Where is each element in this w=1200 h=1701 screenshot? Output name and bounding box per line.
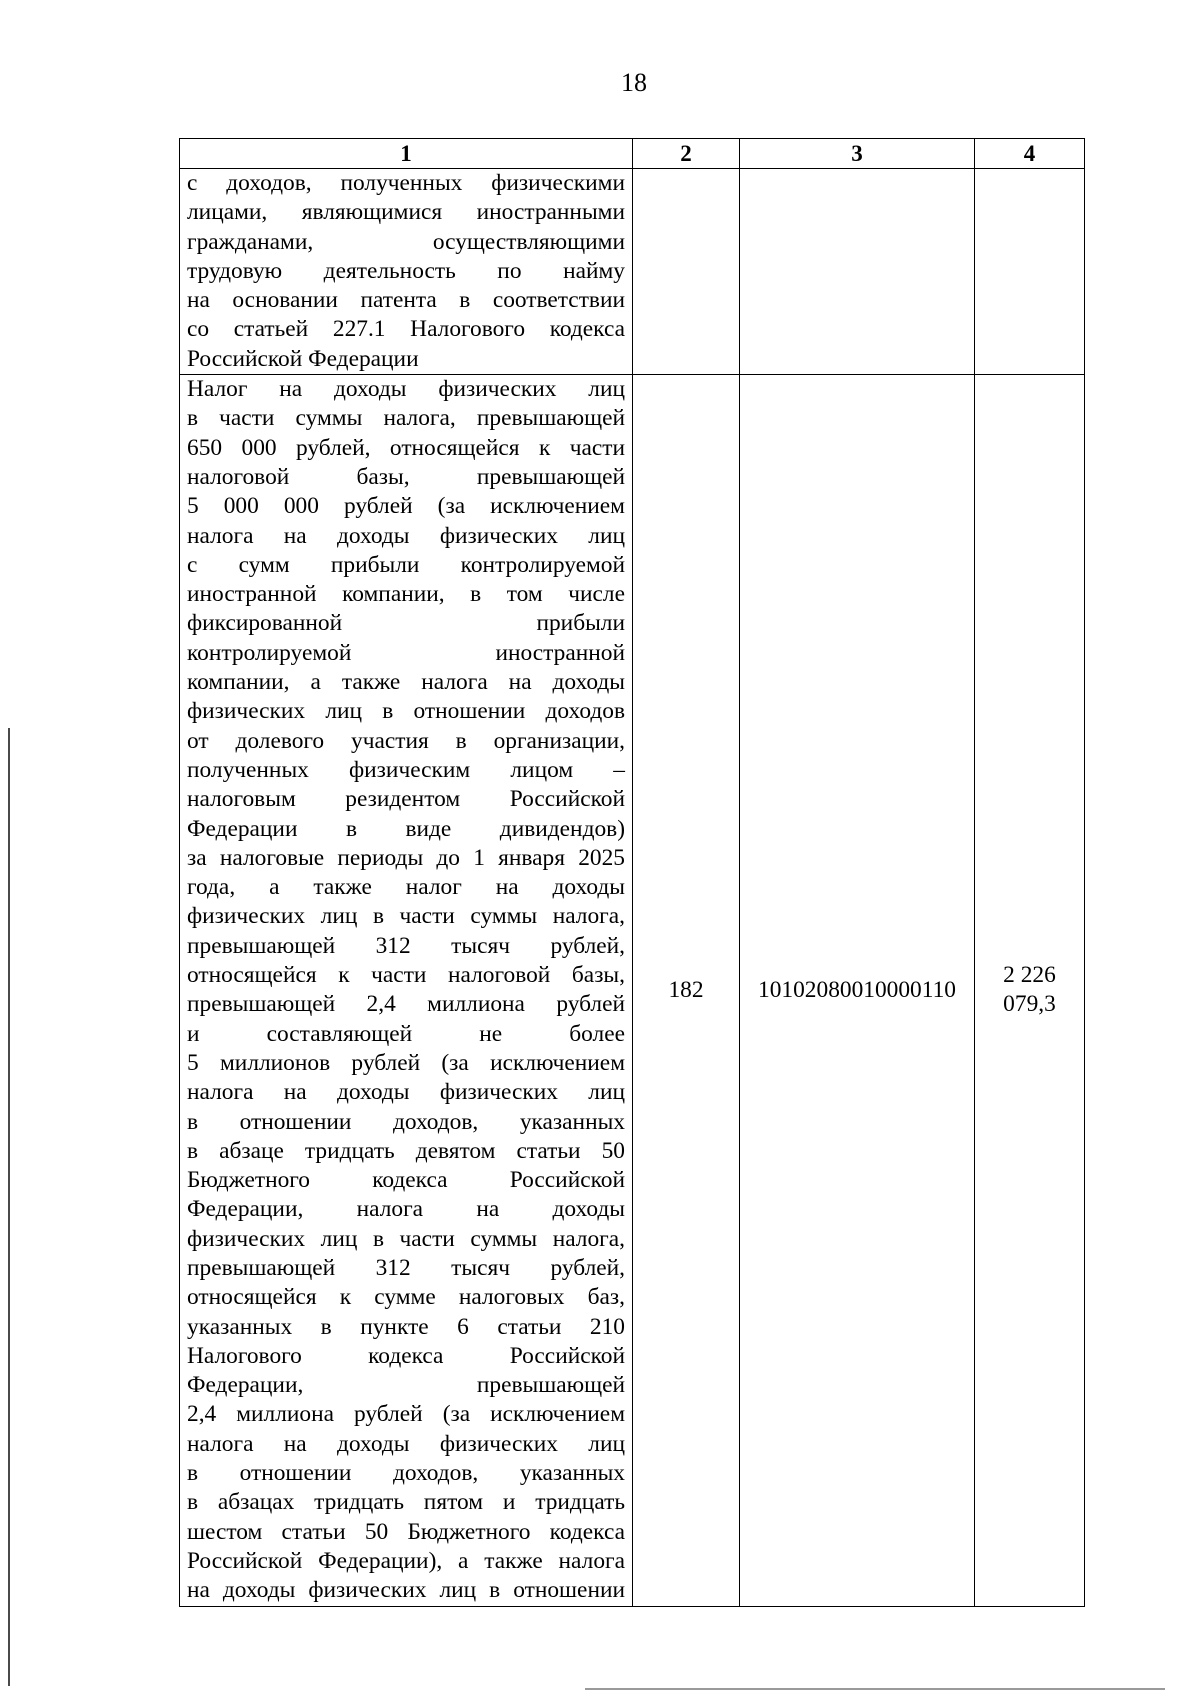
column-header-3: 3 — [740, 139, 975, 169]
row2-line: Федерации, превышающей — [187, 1372, 625, 1399]
row2-line: за налоговые периоды до 1 января 2025 — [187, 844, 625, 871]
row2-line: превышающей 2,4 миллиона рублей — [187, 991, 625, 1018]
row2-line: физических лиц в отношении доходов — [187, 698, 625, 725]
row2-line: Налог на доходы физических лиц — [187, 376, 625, 403]
row2-line: превышающей 312 тысяч рублей, — [187, 1254, 625, 1281]
row2-line: указанных в пункте 6 статьи 210 — [187, 1313, 625, 1340]
row2-description — [180, 375, 633, 1606]
row2-line: налога на доходы физических лиц — [187, 1430, 625, 1457]
row2-line: шестом статьи 50 Бюджетного кодекса — [187, 1518, 625, 1545]
row2-line: относящейся к сумме налоговых баз, — [187, 1284, 625, 1311]
row1-description — [180, 169, 633, 375]
row2-line: от долевого участия в организации, — [187, 727, 625, 754]
row2-line: Бюджетного кодекса Российской — [187, 1167, 625, 1194]
row2-line: на доходы физических лиц в отношении — [187, 1577, 625, 1604]
row2-line: 5 миллионов рублей (за исключением — [187, 1049, 625, 1076]
row2-line: и составляющей не более — [187, 1020, 625, 1047]
row2-line: 2,4 миллиона рублей (за исключением — [187, 1401, 625, 1428]
row2-line: налога на доходы физических лиц — [187, 1079, 625, 1106]
row2-line: компании, а также налога на доходы — [187, 669, 625, 696]
row2-line: в абзаце тридцать девятом статьи 50 — [187, 1137, 625, 1164]
row2-line: с сумм прибыли контролируемой — [187, 551, 625, 578]
row2-line: фиксированной прибыли — [187, 610, 625, 637]
row2-kbk-code: 10102080010000110 — [740, 375, 975, 1606]
scan-left-edge-line — [8, 728, 10, 1686]
row2-line: налоговой базы, превышающей — [187, 463, 625, 490]
table-header-row — [180, 139, 1085, 169]
row2-line: в отношении доходов, указанных — [187, 1460, 625, 1487]
row1-line: трудовую деятельность по найму — [187, 257, 625, 284]
row2-line: контролируемой иностранной — [187, 639, 625, 666]
page-number: 18 — [621, 68, 647, 97]
row2-line: превышающей 312 тысяч рублей, — [187, 932, 625, 959]
row1-line: гражданами, осуществляющими — [187, 228, 625, 255]
row1-amount — [975, 169, 1085, 375]
row2-line: физических лиц в части суммы налога, — [187, 903, 625, 930]
row2-amount: 2 226 079,3 — [975, 375, 1085, 1606]
row2-line: в отношении доходов, указанных — [187, 1108, 625, 1135]
row1-line: со статьей 227.1 Налогового кодекса — [187, 316, 625, 343]
column-header-4: 4 — [975, 139, 1085, 169]
table-row — [180, 375, 1085, 1606]
table-row — [180, 169, 1085, 375]
row2-line: Федерации, налога на доходы — [187, 1196, 625, 1223]
row2-line: Налогового кодекса Российской — [187, 1342, 625, 1369]
row2-line: 650 000 рублей, относящейся к части — [187, 434, 625, 461]
row2-line: полученных физическим лицом – — [187, 756, 625, 783]
row2-line: в абзацах тридцать пятом и тридцать — [187, 1489, 625, 1516]
row1-line: Российской Федерации — [187, 345, 419, 372]
column-header-2: 2 — [633, 139, 740, 169]
row2-line: относящейся к части налоговой базы, — [187, 962, 625, 989]
row1-line: с доходов, полученных физическими — [187, 170, 625, 196]
row2-line: физических лиц в части суммы налога, — [187, 1225, 625, 1252]
row1-line: на основании патента в соответствии — [187, 287, 625, 314]
row1-admin-code — [633, 169, 740, 375]
row2-line: Российской Федерации), а также налога — [187, 1547, 625, 1574]
row2-line: Федерации в виде дивидендов) — [187, 815, 625, 842]
row2-line: в части суммы налога, превышающей — [187, 405, 625, 432]
scan-bottom-edge-line — [585, 1688, 1165, 1690]
row2-admin-code: 182 — [633, 375, 740, 1606]
row1-kbk-code — [740, 169, 975, 375]
row2-line: года, а также налог на доходы — [187, 874, 625, 901]
row2-line: налога на доходы физических лиц — [187, 522, 625, 549]
column-header-1: 1 — [180, 139, 633, 169]
row2-line: иностранной компании, в том числе — [187, 581, 625, 608]
budget-revenue-table — [179, 138, 1085, 1607]
row2-line: налоговым резидентом Российской — [187, 786, 625, 813]
row2-line: 5 000 000 рублей (за исключением — [187, 493, 625, 520]
row1-line: лицами, являющимися иностранными — [187, 199, 625, 226]
